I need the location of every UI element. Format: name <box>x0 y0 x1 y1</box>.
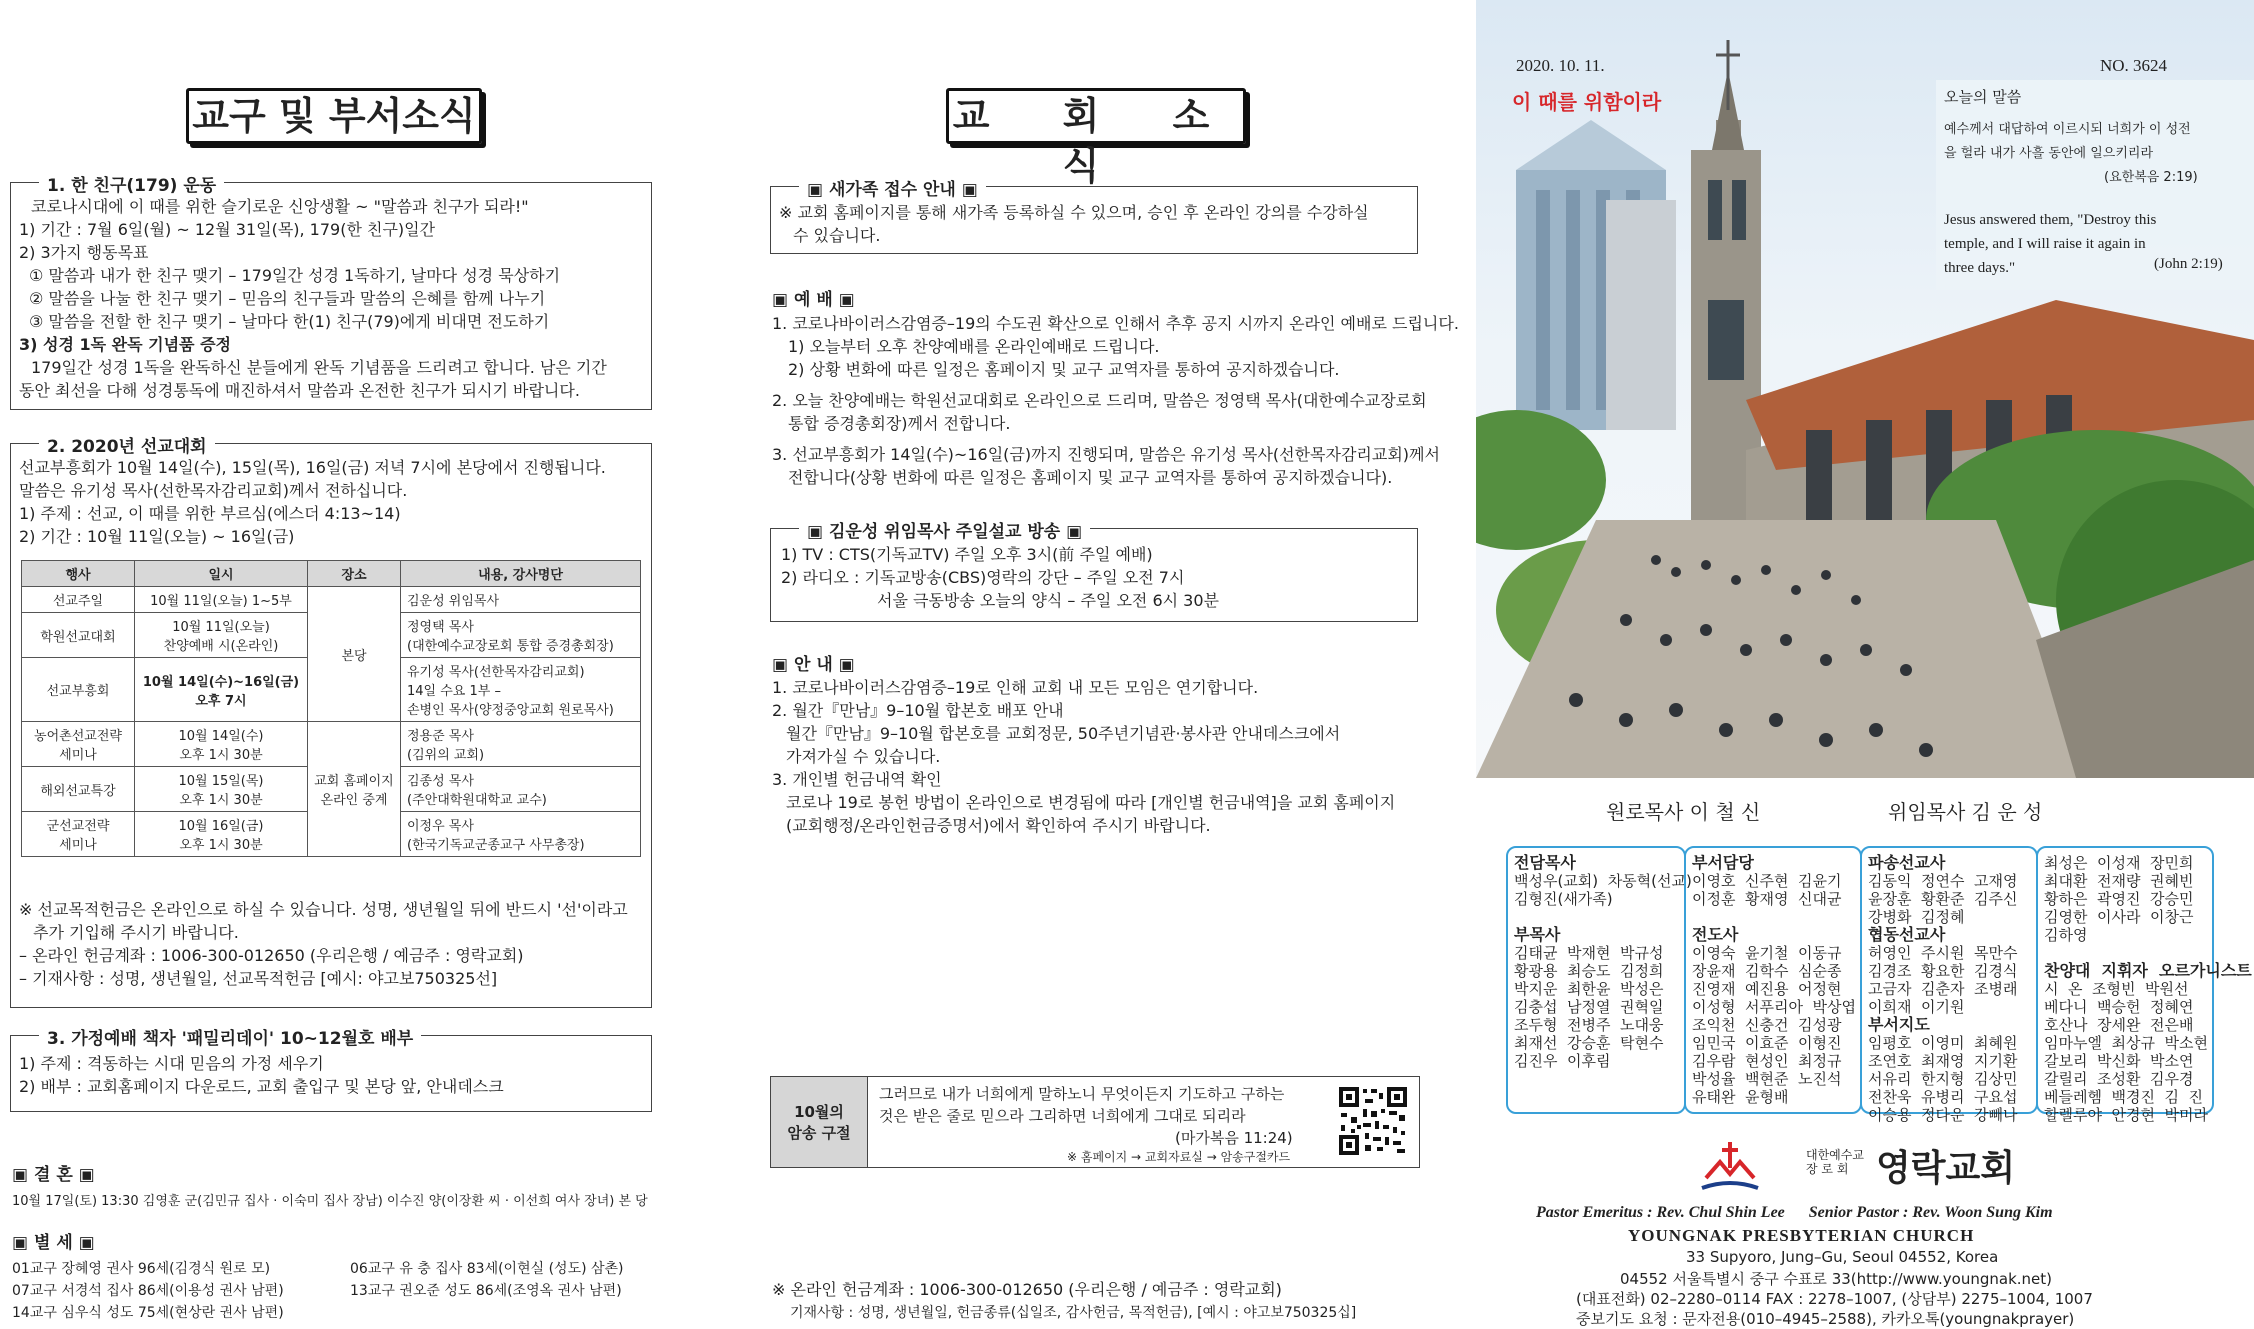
staff-names <box>1514 908 1692 926</box>
worship-line: 통합 증경총회장)께서 전합니다. <box>788 414 1011 433</box>
staff-names: 최재선 강승훈 탁현수 <box>1514 1034 1664 1052</box>
table-row <box>22 722 641 767</box>
s1-line: ① 말씀과 내가 한 친구 맺기 – 179일간 성경 1독하기, 날마다 성경 묵상하기 <box>29 266 561 285</box>
staff-names: 할렐루야 안경현 박미라 <box>2044 1106 2208 1124</box>
staff-box-3 <box>1860 846 2038 1124</box>
word-en-line: temple, and I will raise it again in <box>1944 236 2146 252</box>
s3-line: 2) 배부 : 교회홈페이지 다운로드, 교회 출입구 및 본당 앞, 안내데스크 <box>19 1077 504 1096</box>
staff-names: 전찬욱 유병리 구요섭 <box>1868 1088 2018 1106</box>
staff-names: 황하은 곽영진 강승민 <box>2044 890 2194 908</box>
english-church-name: YOUNGNAK PRESBYTERIAN CHURCH <box>1628 1226 1975 1245</box>
staff-names: 조두형 전병주 노대웅 <box>1514 1016 1664 1034</box>
staff-names: 김진우 이후림 <box>1514 1052 1611 1070</box>
staff-names: 김경조 황요한 김경식 <box>1868 962 2018 980</box>
broadcast-line: 1) TV : CTS(기독교TV) 주일 오후 3시(前 주일 예배) <box>781 545 1153 564</box>
table-cell: 김종성 목사 (주안대학원대학교 교수) <box>401 767 641 812</box>
left-title: 교구 및 부서소식 <box>186 88 482 144</box>
word-kr-line: 예수께서 대답하여 이르시되 너희가 이 성전 <box>1944 122 2191 137</box>
funeral-line: 14교구 심우식 성도 75세(현상란 권사 남편) <box>12 1305 284 1321</box>
s2-line: 2) 기간 : 10월 11일(오늘) ~ 16일(금) <box>19 527 295 546</box>
senior-pastor: 위임목사 김 운 성 <box>1888 800 2043 824</box>
notice-line: 2. 월간『만남』9–10월 합본호 배포 안내 <box>772 701 1064 720</box>
verse-note: ※ 홈페이지 → 교회자료실 → 암송구절카드 <box>1067 1150 1291 1164</box>
word-en-ref: (John 2:19) <box>2154 256 2223 272</box>
s2-line: 선교부흥회가 10월 14일(수), 15일(목), 16일(금) 저녁 7시에 본당에서 진행됩니다. <box>19 458 606 477</box>
staff-names: 박성율 백현준 노진석 <box>1692 1070 1842 1088</box>
s3-line: 1) 주제 : 격동하는 시대 믿음의 가정 세우기 <box>19 1054 324 1073</box>
funeral-line: 06교구 유 충 집사 83세(이현실 (성도) 삼촌) <box>350 1261 624 1277</box>
section-three-box <box>10 1029 652 1112</box>
staff-names: 임민국 이효준 이형진 <box>1692 1034 1842 1052</box>
table-header: 행사 <box>22 561 135 587</box>
staff-heading: 파송선교사 <box>1868 853 1946 872</box>
staff-names: 유태완 윤형배 <box>1692 1088 1789 1106</box>
staff-names: 김태균 박재현 박규성 <box>1514 944 1664 962</box>
english-pastors: Pastor Emeritus : Rev. Chul Shin Lee Senior Pastor : Rev. Woon Sung Kim <box>1536 1204 2053 1221</box>
worship-line: 1. 코로나바이러스감염증–19의 수도권 확산으로 인해서 추후 공지 시까지 온라인 예배로 드립니다. <box>772 314 1459 333</box>
staff-names: 이성형 서푸리아 박상엽 <box>1692 998 1856 1016</box>
verse-box <box>770 1076 1420 1168</box>
staff-names: 이영호 신주현 김윤기 <box>1692 872 1842 890</box>
word-en-line: Jesus answered them, "Destroy this <box>1944 212 2157 228</box>
staff-names: 김충섭 남정열 권혁일 <box>1514 998 1664 1016</box>
newfamily-box <box>770 180 1418 254</box>
table-cell: 10월 15일(목) 오후 1시 30분 <box>135 767 308 812</box>
broadcast-heading: ▣ 김운성 위임목사 주일설교 방송 ▣ <box>799 517 1090 542</box>
staff-heading: 부목사 <box>1514 925 1561 944</box>
prayer-request: 중보기도 요청 : 문자전용(010–4945–2588), 카카오톡(youngnakprayer) <box>1576 1310 2075 1328</box>
worship-line: 3. 선교부흥회가 14일(수)~16일(금)까지 진행되며, 말씀은 유기성 목사(선한목자감리교회)께서 <box>772 445 1440 464</box>
s2-note: 추가 기입해 주시기 바랍니다. <box>33 923 239 942</box>
verse-label: 암송 구절 <box>787 1124 851 1142</box>
staff-names: 갈릴리 조성환 김우경 <box>2044 1070 2194 1088</box>
section-three-heading: 3. 가정예배 책자 '패밀리데이' 10~12월호 배부 <box>39 1024 421 1049</box>
worship-line: 전합니다(상황 변화에 따른 일정은 홈페이지 및 교구 교역자를 통하여 공지하겠습니다). <box>788 468 1393 487</box>
s2-line: 1) 주제 : 선교, 이 때를 위한 부르심(에스더 4:13~14) <box>19 504 401 523</box>
section-one-box <box>10 176 652 410</box>
staff-names: 조익천 신충건 김성광 <box>1692 1016 1842 1034</box>
staff-names <box>1692 908 1856 926</box>
s2-note: – 기재사항 : 성명, 생년월일, 선교목적헌금 [예시: 야고보750325선] <box>19 969 498 988</box>
staff-names: 김형진(새가족) <box>1514 890 1613 908</box>
s1-line: 동안 최선을 다해 성경통독에 매진하셔서 말씀과 온전한 친구가 되시기 바랍니다. <box>19 381 580 400</box>
staff-heading: 전담목사 <box>1514 853 1576 872</box>
staff-names: 최성은 이성재 장민희 <box>2044 854 2194 872</box>
phone-info: (대표전화) 02–2280–0114 FAX : 2278–1007, (상담부) 2275–1004, 1007 <box>1576 1290 2093 1308</box>
broadcast-line: 서울 극동방송 오늘의 양식 – 주일 오전 6시 30분 <box>877 591 1219 610</box>
newfamily-heading: ▣ 새가족 접수 안내 ▣ <box>799 175 986 200</box>
notice-line: 3. 개인별 헌금내역 확인 <box>772 770 942 789</box>
bulletin-number: NO. 3624 <box>2100 56 2168 75</box>
staff-names: 호산나 장세완 전은배 <box>2044 1016 2194 1034</box>
staff-names: 진영재 예진용 어정현 <box>1692 980 1842 998</box>
staff-names: 시 온 조형빈 박원선 <box>2044 980 2189 998</box>
table-cell: 유기성 목사(선한목자감리교회) 14일 수요 1부 – 손병인 목사(양정중앙교회 원로목사) <box>401 658 641 722</box>
word-kr-line: 을 헐라 내가 사흘 동안에 일으키리라 <box>1944 146 2154 161</box>
qr-code-icon[interactable] <box>1337 1085 1409 1157</box>
table-cell: 10월 16일(금) 오후 1시 30분 <box>135 812 308 857</box>
worship-line: 2) 상황 변화에 따른 일정은 홈페이지 및 교구 교역자를 통하여 공지하겠습니다. <box>788 360 1340 379</box>
s2-note: ※ 선교목적헌금은 온라인으로 하실 수 있습니다. 성명, 생년월일 뒤에 반드시 '선'이라고 <box>19 900 628 919</box>
broadcast-box <box>770 522 1418 622</box>
s1-line: 코로나시대에 이 때를 위한 슬기로운 신앙생활 ~ "말씀과 친구가 되라!" <box>31 197 529 216</box>
notice-line: (교회행정/온라인헌금증명서)에서 확인하여 주시기 바랍니다. <box>786 816 1211 835</box>
table-cell: 해외선교특강 <box>22 767 135 812</box>
notice-line: 코로나 19로 봉헌 방법이 온라인으로 변경됨에 따라 [개인별 헌금내역]을 교회 홈페이지 <box>786 793 1396 812</box>
staff-names: 고금자 김춘자 조병래 <box>1868 980 2018 998</box>
worship-line: 1) 오늘부터 오후 찬양예배를 온라인예배로 드립니다. <box>788 337 1160 356</box>
logo-small-text: 대한예수교 <box>1806 1148 1864 1162</box>
table-cell: 10월 14일(수) 오후 1시 30분 <box>135 722 308 767</box>
word-en-line: three days." <box>1944 260 2016 276</box>
worship-heading: ▣ 예 배 ▣ <box>772 290 855 310</box>
funeral-line: 13교구 권오준 성도 86세(조영옥 권사 남편) <box>350 1283 622 1299</box>
s1-line: 1) 기간 : 7월 6일(월) ~ 12월 31일(목), 179(한 친구)일간 <box>19 220 436 239</box>
word-panel <box>1936 80 2254 290</box>
staff-box-1 <box>1506 846 1692 1114</box>
staff-box-4 <box>2036 846 2252 1124</box>
staff-names: 베다니 백승헌 정혜연 <box>2044 998 2194 1016</box>
staff-heading: 협동선교사 <box>1868 925 1946 944</box>
staff-names: 김하영 <box>2044 926 2088 944</box>
staff-names: 김동익 정연수 고재영 <box>1868 872 2018 890</box>
staff-names: 윤장훈 황환준 김주신 <box>1868 890 2018 908</box>
section-two-heading: 2. 2020년 선교대회 <box>39 432 215 457</box>
wedding-line: 10월 17일(토) 13:30 김영훈 군(김민규 집사 · 이숙미 집사 장남) 이수진 양(이장환 씨 · 이선희 여사 장녀) 본 당 <box>12 1194 648 1209</box>
theme-title: 이 때를 위함이라 <box>1512 90 1662 114</box>
notice-heading: ▣ 안 내 ▣ <box>772 655 855 675</box>
church-name: 영락교회 <box>1876 1148 2016 1189</box>
pastor-emeritus: 원로목사 이 철 신 <box>1606 800 1761 824</box>
s2-note: – 온라인 헌금계좌 : 1006-300-012650 (우리은행 / 예금주 : 영락교회) <box>19 946 524 965</box>
bulletin-date: 2020. 10. 11. <box>1516 56 1605 75</box>
table-cell: 10월 11일(오늘) 1~5부 <box>135 587 308 613</box>
newfamily-line: 수 있습니다. <box>793 226 881 245</box>
staff-names: 서유리 한지형 김상민 <box>1868 1070 2018 1088</box>
table-header: 일시 <box>135 561 308 587</box>
table-cell: 정영택 목사 (대한예수교장로회 통합 증경총회장) <box>401 613 641 658</box>
staff-names: 최대환 전재량 권혜빈 <box>2044 872 2194 890</box>
wedding-heading: ▣ 결 혼 ▣ <box>12 1165 95 1185</box>
staff-box-2 <box>1684 846 1862 1114</box>
verse-label: 10월의 <box>794 1103 844 1121</box>
table-cell: 이정우 목사 (한국기독교군종교구 사무총장) <box>401 812 641 857</box>
address-en: 33 Supyoro, Jung–Gu, Seoul 04552, Korea <box>1686 1248 1999 1266</box>
staff-heading: 전도사 <box>1692 925 1739 944</box>
section-one-heading: 1. 한 친구(179) 운동 <box>39 171 224 196</box>
staff-names: 박지운 최한윤 박성은 <box>1514 980 1664 998</box>
verse-line: 것은 받은 줄로 믿으라 그리하면 너희에게 그대로 되리라 <box>879 1107 1246 1125</box>
word-kr-ref: (요한복음 2:19) <box>2104 170 2198 185</box>
table-cell: 본당 <box>308 587 401 722</box>
funeral-line: 07교구 서경석 집사 86세(이용성 권사 남편) <box>12 1283 284 1299</box>
footer-line: 기재사항 : 성명, 생년월일, 헌금종류(십일조, 감사헌금, 목적헌금), [예시 : 야고보750325십] <box>790 1305 1357 1321</box>
table-cell: 선교주일 <box>22 587 135 613</box>
staff-names: 장윤재 김학수 심순종 <box>1692 962 1842 980</box>
s1-line: ③ 말씀을 전할 한 친구 맺기 – 날마다 한(1) 친구(79)에게 비대면 전도하기 <box>29 312 550 331</box>
staff-names: 임평호 이영미 최혜원 <box>1868 1034 2018 1052</box>
schedule-table <box>21 560 641 857</box>
s1-line: 3) 성경 1독 완독 기념품 증정 <box>19 335 231 354</box>
table-cell: 농어촌선교전략 세미나 <box>22 722 135 767</box>
notice-line: 월간『만남』9–10월 합본호를 교회정문, 50주년기념관·봉사관 안내데스크에서 <box>786 724 1341 743</box>
worship-line: 2. 오늘 찬양예배는 학원선교대회로 온라인으로 드리며, 말씀은 정영택 목사(대한예수교장로회 <box>772 391 1427 410</box>
staff-names: 갈보리 박신화 박소연 <box>2044 1052 2194 1070</box>
table-cell: 교회 홈페이지 온라인 중계 <box>308 722 401 857</box>
table-cell: 김운성 위임목사 <box>401 587 641 613</box>
staff-names: 이희재 이기원 <box>1868 998 1965 1016</box>
table-cell: 10월 14일(수)~16일(금) 오후 7시 <box>135 658 308 722</box>
table-cell: 정용준 목사 (김위의 교회) <box>401 722 641 767</box>
word-title: 오늘의 말씀 <box>1944 88 2022 106</box>
staff-names: 조연호 최재영 지기환 <box>1868 1052 2018 1070</box>
table-header: 내용, 강사명단 <box>401 561 641 587</box>
broadcast-line: 2) 라디오 : 기독교방송(CBS)영락의 강단 – 주일 오전 7시 <box>781 568 1185 587</box>
address-kr: 04552 서울특별시 중구 수표로 33(http://www.youngnak.net) <box>1620 1270 2052 1288</box>
staff-heading: 부서담당 <box>1692 853 1754 872</box>
notice-line: 1. 코로나바이러스감염증–19로 인해 교회 내 모든 모임은 연기합니다. <box>772 678 1259 697</box>
funeral-heading: ▣ 별 세 ▣ <box>12 1233 95 1253</box>
staff-names: 이정훈 황재영 신대균 <box>1692 890 1842 908</box>
staff-names: 김영한 이사라 이창근 <box>2044 908 2194 926</box>
staff-heading: 부서지도 <box>1868 1015 1930 1034</box>
footer-line: ※ 온라인 헌금계좌 : 1006-300-012650 (우리은행 / 예금주 : 영락교회) <box>772 1280 1282 1299</box>
church-logo-icon <box>1700 1138 1760 1192</box>
logo-small-text: 장 로 회 <box>1806 1162 1849 1176</box>
staff-names <box>2044 944 2252 962</box>
staff-names: 황광용 최승도 김정희 <box>1514 962 1664 980</box>
s1-line: 179일간 성경 1독을 완독하신 분들에게 완독 기념품을 드리려고 합니다. 남은 기간 <box>31 358 607 377</box>
funeral-line: 01교구 장혜영 권사 96세(김경식 원로 모) <box>12 1261 271 1277</box>
table-row <box>22 587 641 613</box>
verse-reference: (마가복음 11:24) <box>1175 1129 1293 1147</box>
s1-line: 2) 3가지 행동목표 <box>19 243 149 262</box>
staff-names: 이영숙 윤기철 이동규 <box>1692 944 1842 962</box>
table-cell: 선교부흥회 <box>22 658 135 722</box>
staff-names: 강병화 김정혜 <box>1868 908 1965 926</box>
staff-names: 김우람 현성인 최정규 <box>1692 1052 1842 1070</box>
staff-names: 허영인 주시원 목만수 <box>1868 944 2018 962</box>
s1-line: ② 말씀을 나눌 한 친구 맺기 – 믿음의 친구들과 말씀의 은혜를 함께 나누기 <box>29 289 546 308</box>
table-cell: 학원선교대회 <box>22 613 135 658</box>
table-cell: 10월 11일(오늘) 찬양예배 시(온라인) <box>135 613 308 658</box>
staff-names: 이승용 정다운 강빼나 <box>1868 1106 2018 1124</box>
newfamily-line: ※ 교회 홈페이지를 통해 새가족 등록하실 수 있으며, 승인 후 온라인 강의를 수강하실 <box>779 203 1369 222</box>
verse-line: 그러므로 내가 너희에게 말하노니 무엇이든지 기도하고 구하는 <box>879 1085 1285 1103</box>
section-two-box <box>10 437 652 1008</box>
notice-line: 가져가실 수 있습니다. <box>786 747 941 766</box>
middle-title: 교 회 소 식 <box>946 88 1246 144</box>
s2-line: 말씀은 유기성 목사(선한목자감리교회)께서 전하십니다. <box>19 481 408 500</box>
staff-heading: 찬양대 지휘자 오르가니스트 <box>2044 961 2252 980</box>
staff-names: 베들레헴 백경진 김 진 <box>2044 1088 2204 1106</box>
table-header: 장소 <box>308 561 401 587</box>
staff-names: 임마누엘 최상규 박소현 <box>2044 1034 2208 1052</box>
staff-names: 백성우(교회) 차동혁(선교) <box>1514 872 1692 890</box>
table-cell: 군선교전략 세미나 <box>22 812 135 857</box>
